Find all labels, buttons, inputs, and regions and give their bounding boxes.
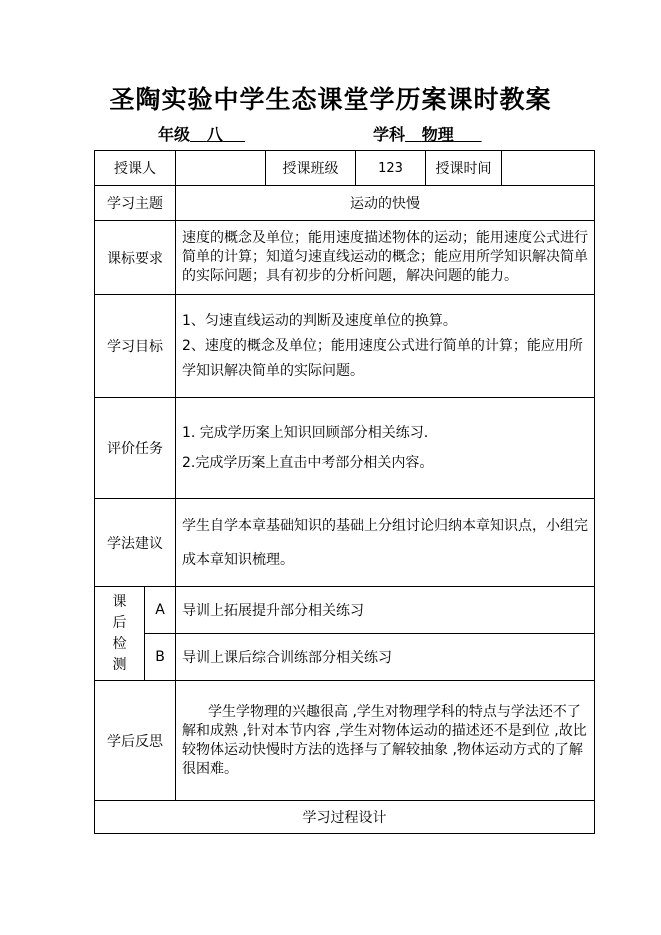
topic-label: 学习主题 <box>95 186 176 221</box>
level-b: B <box>145 634 176 681</box>
time-value <box>502 151 595 186</box>
grade-field <box>158 122 245 145</box>
teacher-row <box>95 151 595 186</box>
subject-field <box>373 122 482 145</box>
curriculum-text: 速度的概念及单位；能用速度描述物体的运动；能用速度公式进行简单的计算；知道匀速直线运动的概念；能应用所学知识解决简单的实际问题；具有初步的分析问题，解决问题的能力。 <box>176 221 595 295</box>
goals-row <box>95 295 595 398</box>
evaluation-item: 1. 完成学历案上知识回顾部分相关练习. <box>182 425 429 441</box>
method-row <box>95 499 595 587</box>
goal-item: 1、匀速直线运动的判断及速度单位的换算。 <box>182 312 457 329</box>
subject-label: 学科 <box>373 125 406 144</box>
teacher-value <box>176 151 266 186</box>
after-class-row-a <box>95 587 595 634</box>
process-design-label: 学习过程设计 <box>95 801 595 834</box>
grade-value: 八 <box>206 125 223 144</box>
curriculum-label: 课标要求 <box>95 221 176 295</box>
page-title: 圣陶实验中学生态课堂学历案课时教案 <box>109 85 552 114</box>
topic-value: 运动的快慢 <box>176 186 595 221</box>
evaluation-row <box>95 398 595 499</box>
level-b-text: 导训上课后综合训练部分相关练习 <box>176 634 595 681</box>
curriculum-row <box>95 221 595 295</box>
method-label: 学法建议 <box>95 499 176 587</box>
evaluation-item: 2.完成学历案上直击中考部分相关内容。 <box>182 455 434 471</box>
after-class-row-b <box>95 634 595 681</box>
reflection-text: 学生学物理的兴趣很高 ,学生对物理学科的特点与学法还不了解和成熟 ,针对本节内容 ,学生对物体运动的描述还不是到位 ,故比较物体运动快慢时方法的选择与了解较抽象 ,物体运动方式的了解很困难。 <box>176 681 595 801</box>
evaluation-cell <box>176 398 595 499</box>
goal-item: 2、速度的概念及单位；能用速度公式进行简单的计算；能应用所学知识解决简单的实际问题。 <box>182 337 583 379</box>
footer-row <box>95 801 595 834</box>
time-label: 授课时间 <box>426 151 502 186</box>
class-value: 123 <box>356 151 426 186</box>
reflection-row <box>95 681 595 801</box>
after-class-label: 课 后 检 测 <box>95 587 145 681</box>
class-label: 授课班级 <box>266 151 356 186</box>
grade-label: 年级 <box>158 125 191 144</box>
goals-label: 学习目标 <box>95 295 176 398</box>
method-text: 学生自学本章基础知识的基础上分组讨论归纳本章知识点，小组完成本章知识梳理。 <box>176 499 595 587</box>
teacher-label: 授课人 <box>95 151 176 186</box>
level-a: A <box>145 587 176 634</box>
goals-cell <box>176 295 595 398</box>
evaluation-label: 评价任务 <box>95 398 176 499</box>
subject-value: 物理 <box>421 125 454 144</box>
reflection-label: 学后反思 <box>95 681 176 801</box>
level-a-text: 导训上拓展提升部分相关练习 <box>176 587 595 634</box>
lesson-plan-table <box>94 150 595 834</box>
topic-row <box>95 186 595 221</box>
